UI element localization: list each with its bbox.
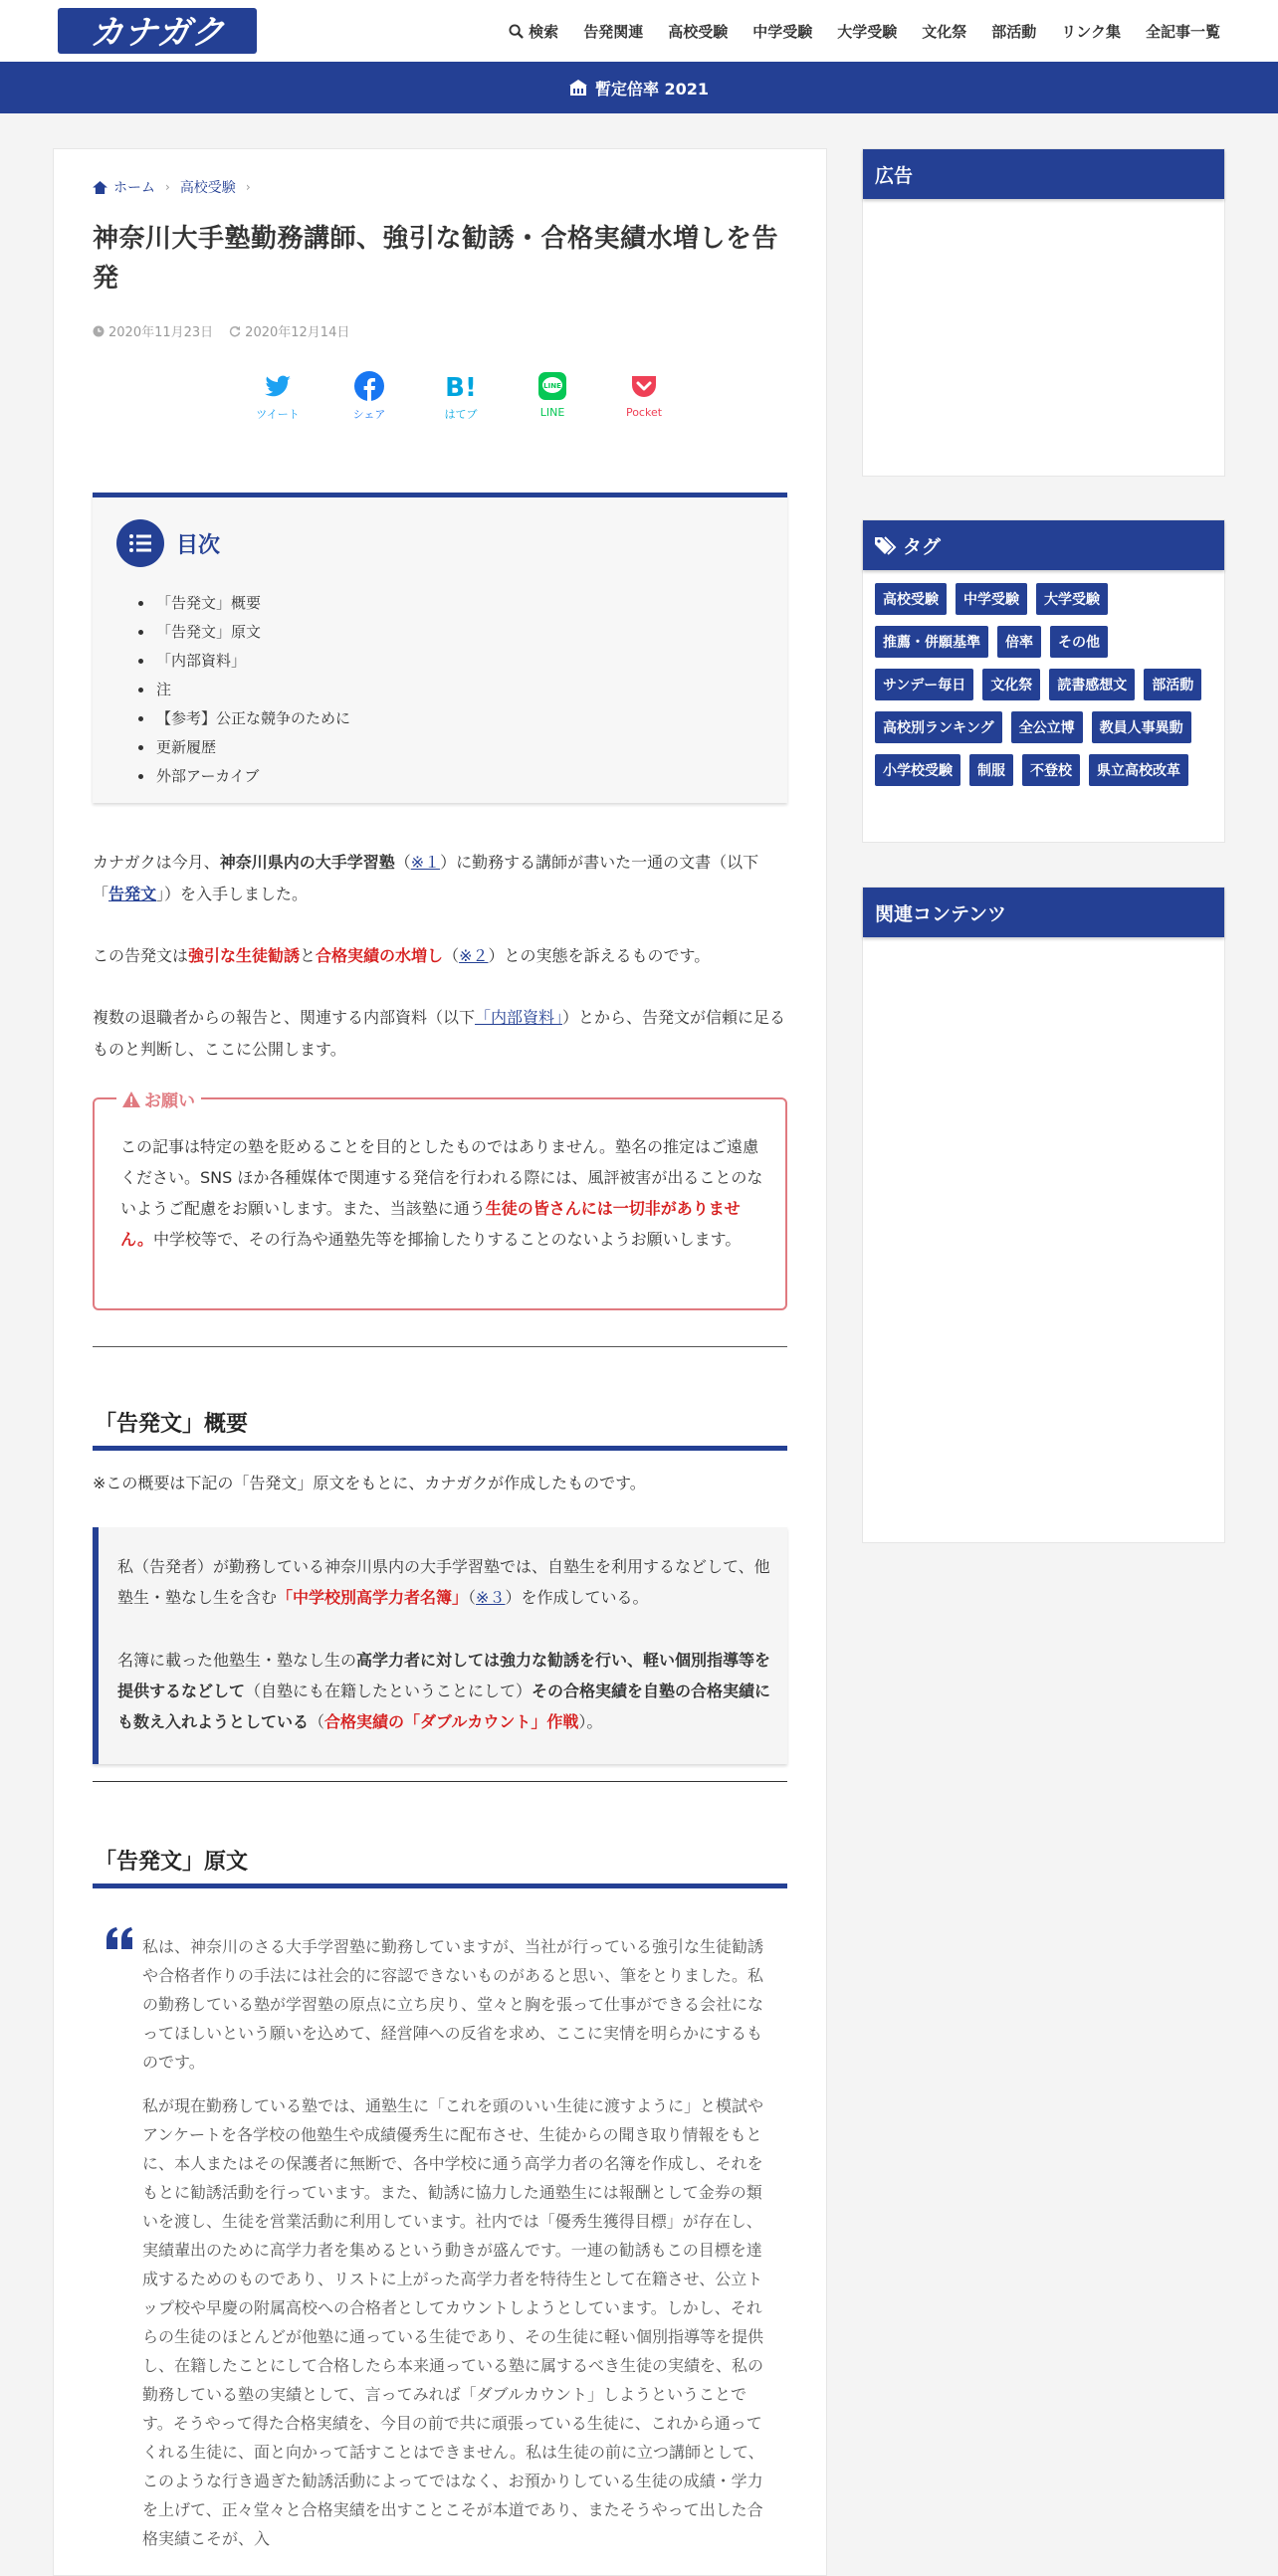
site-header bbox=[0, 0, 1278, 62]
intro-paragraph-2: この告発文は強引な生徒勧誘と合格実績の水増し（※２）との実態を訴えるものです。 bbox=[93, 946, 711, 965]
nav-club[interactable]: 部活動 bbox=[991, 22, 1037, 41]
nav-search-label: 検索 bbox=[529, 22, 559, 41]
tag-widget-title bbox=[863, 520, 1224, 570]
tag-link[interactable]: 教員人事異動 bbox=[1092, 711, 1191, 743]
refresh-icon bbox=[229, 325, 241, 337]
nav-kokuhatsu[interactable]: 告発関連 bbox=[583, 22, 644, 41]
tag-link[interactable]: 高校別ランキング bbox=[875, 711, 1002, 743]
share-facebook-label: シェア bbox=[352, 408, 386, 421]
list-icon bbox=[116, 519, 164, 567]
site-logo[interactable] bbox=[58, 6, 257, 56]
breadcrumb bbox=[93, 177, 255, 197]
tag-widget bbox=[862, 519, 1225, 843]
tag-link[interactable]: 大学受験 bbox=[1036, 583, 1108, 615]
quote-paragraph-2: 私が現在勤務している塾では、通塾生に「これを頭のいい生徒に渡すように」と模試やアンケートを各学校の他塾生や成績優秀生に配布させ、生徒からの聞き取り情報をもとに、本人またはその保護者に無断で、各中学校に通う高学力者の名簿を作成し、それをもとに勧誘活動を行っています。また、勧誘に協力した通塾生には報酬として金券の類いを渡し、生徒を営業活動に利用しています。社内では「優秀生獲得目標」が存在し、実績輩出のために高学力者を集めるという動きが盛んです。一連の勧誘もこの目標を達成するためのものであり、リストに上がった高学力者を特待生として在籍させ、公立トップ校や早慶の附属高校への合格者としてカウントしようとしています。しかし、それらの生徒のほとんどが他塾に通っている生徒であり、その生徒に軽い個別指導等を提供し、在籍したことにして合格したら本来通っている塾に属するべき生徒の実績を、私の勤務している塾の実績として、言ってみれば「ダブルカウント」しようということです。そうやって得た合格実績を、今目の前で共に頑張っている生徒に、これから通ってくれる生徒に、面と向かって話すことはできません。私は生徒の前に立つ講師として、このような行き過ぎた勧誘活動によってではなく、お預かりしている生徒の成績・学力を上げて、正々堂々と合格実績を出すことこそが本道であり、またそうやって出した合格実績こそが、入 bbox=[142, 2096, 764, 2548]
note-link-2[interactable]: ※２ bbox=[459, 946, 489, 965]
share-line-label: LINE bbox=[539, 406, 565, 419]
intro-paragraph-3: 複数の退職者からの報告と、関連する内部資料（以下「内部資料」）とから、告発文が信頼に足るものと判断し、ここに公開します。 bbox=[93, 1008, 786, 1059]
quote-paragraph-1: 私は、神奈川のさる大手学習塾に勤務していますが、当社が行っている強引な生徒勧誘や合格者作りの手法には社会的に容認できないものがあると思い、筆をとりました。私の勤務している塾が学習塾の原点に立ち戻り、堂々と胸を張って仕事ができる会社になってほしいという願いを込めて、経営陣への反省を求め、ここに実情を明らかにするものです。 bbox=[142, 1937, 764, 2072]
toc-item[interactable]: 更新履歴 bbox=[138, 733, 350, 762]
notice-text: 暫定倍率 2021 bbox=[594, 79, 710, 99]
toc-item[interactable]: 「内部資料」 bbox=[138, 647, 350, 676]
share-twitter-label: ツイート bbox=[256, 408, 300, 421]
share-facebook[interactable] bbox=[323, 370, 415, 422]
toc-item[interactable]: 【参考】公正な競争のために bbox=[138, 704, 350, 733]
tag-cloud bbox=[863, 570, 1224, 786]
section-heading-summary: 「告発文」概要 bbox=[93, 1407, 787, 1451]
internal-docs-link[interactable]: 「内部資料」 bbox=[475, 1008, 563, 1027]
share-pocket-label: Pocket bbox=[625, 406, 663, 419]
breadcrumb-home[interactable]: ホーム bbox=[113, 180, 155, 196]
nav-high-school[interactable]: 高校受験 bbox=[668, 22, 729, 41]
notice-bar[interactable] bbox=[0, 62, 1278, 113]
tag-link[interactable]: 中学受験 bbox=[956, 583, 1027, 615]
svg-text:B!: B! bbox=[445, 373, 477, 402]
toc-item[interactable]: 「告発文」原文 bbox=[138, 618, 350, 647]
quote-icon bbox=[106, 1927, 132, 1949]
toc-item[interactable]: 外部アーカイブ bbox=[138, 762, 350, 791]
summary-box bbox=[93, 1527, 787, 1764]
section-heading-original: 「告発文」原文 bbox=[93, 1845, 787, 1888]
tag-link[interactable]: 県立高校改革 bbox=[1089, 754, 1188, 786]
pocket-icon bbox=[628, 370, 660, 402]
nav-junior-high[interactable]: 中学受験 bbox=[752, 22, 813, 41]
tag-link[interactable]: 倍率 bbox=[997, 626, 1041, 658]
global-nav bbox=[509, 0, 1220, 62]
related-widget-title: 関連コンテンツ bbox=[863, 888, 1224, 937]
updated-date bbox=[229, 321, 349, 340]
tag-link[interactable]: その他 bbox=[1050, 626, 1108, 658]
related-widget bbox=[862, 887, 1225, 1543]
clock-icon bbox=[93, 325, 105, 337]
nav-search[interactable] bbox=[509, 21, 558, 42]
toc-header bbox=[116, 519, 220, 567]
request-label bbox=[116, 1087, 201, 1111]
twitter-icon bbox=[262, 370, 294, 402]
share-hatena[interactable] bbox=[415, 370, 507, 422]
post-title: 神奈川大手塾勤務講師、強引な勧誘・合格実績水増しを告発 bbox=[93, 224, 779, 294]
published-date-text: 2020年11月23日 bbox=[108, 325, 214, 340]
tags-icon bbox=[875, 535, 897, 555]
request-box bbox=[93, 1091, 787, 1310]
warning-icon bbox=[122, 1091, 140, 1107]
line-icon bbox=[536, 370, 568, 402]
tag-link[interactable]: 高校受験 bbox=[875, 583, 947, 615]
toc-item[interactable]: 「告発文」概要 bbox=[138, 589, 350, 618]
tag-link[interactable]: 制服 bbox=[969, 754, 1013, 786]
summary-paragraph-1: 私（告発者）が勤務している神奈川県内の大手学習塾では、自塾生を利用するなどして、他塾生・塾なし生を含む「中学校別高学力者名簿」（※３）を作成している。 bbox=[117, 1557, 770, 1607]
summary-note: ※この概要は下記の「告発文」原文をもとに、カナガクが作成したものです。 bbox=[93, 1474, 646, 1492]
tag-link[interactable]: 小学校受験 bbox=[875, 754, 960, 786]
building-icon bbox=[569, 80, 587, 96]
summary-paragraph-2: 名簿に載った他塾生・塾なし生の高学力者に対しては強力な勧誘を行い、軽い個別指導等を提供するなどして（自塾にも在籍したということにして）その合格実績を自塾の合格実績にも数え入れようとしている（合格実績の「ダブルカウント」作戦）。 bbox=[117, 1651, 771, 1731]
ad-widget bbox=[862, 148, 1225, 477]
tag-widget-title-text: タグ bbox=[903, 535, 942, 558]
ad-widget-title: 広告 bbox=[863, 149, 1224, 199]
table-of-contents bbox=[93, 493, 787, 803]
chevron-right-icon: › bbox=[165, 180, 170, 194]
nav-university[interactable]: 大学受験 bbox=[837, 22, 898, 41]
search-icon bbox=[509, 24, 524, 39]
toc-title: 目次 bbox=[176, 532, 221, 558]
nav-festival[interactable]: 文化祭 bbox=[922, 22, 967, 41]
tag-link[interactable]: 推薦・併願基準 bbox=[875, 626, 988, 658]
tag-link[interactable]: 文化祭 bbox=[982, 669, 1040, 700]
svg-text:カナガク: カナガク bbox=[90, 13, 225, 53]
home-icon bbox=[93, 181, 107, 194]
breadcrumb-category[interactable]: 高校受験 bbox=[179, 180, 236, 196]
tag-link[interactable]: 全公立博 bbox=[1011, 711, 1083, 743]
nav-all-posts[interactable]: 全記事一覧 bbox=[1145, 22, 1220, 41]
note-link-1[interactable]: ※１ bbox=[410, 853, 441, 872]
published-date bbox=[93, 321, 213, 340]
request-text: この記事は特定の塾を貶めることを目的としたものではありません。塾名の推定はご遠慮ください。SNS ほか各種媒体で関連する発信を行われる際には、風評被害が出ることのないようご配慮をお願いします。また、当該塾に通う生徒の皆さんには一切非がありません。中学校等で、その行為や通塾先等を揶揄したりすることのないようお願いします。 bbox=[120, 1137, 763, 1249]
doc-link[interactable]: 告発文 bbox=[108, 885, 157, 903]
toc-list bbox=[138, 589, 350, 791]
chevron-right-icon: › bbox=[245, 180, 251, 194]
article-card bbox=[53, 148, 827, 2576]
tag-link[interactable]: 部活動 bbox=[1144, 669, 1201, 700]
note-link-3[interactable]: ※３ bbox=[476, 1588, 506, 1607]
hatena-icon bbox=[445, 370, 477, 402]
share-twitter[interactable] bbox=[232, 370, 323, 422]
facebook-icon bbox=[353, 370, 385, 402]
updated-date-text: 2020年12月14日 bbox=[245, 325, 350, 340]
svg-text:LINE: LINE bbox=[543, 382, 561, 390]
nav-links[interactable]: リンク集 bbox=[1061, 22, 1121, 41]
share-line[interactable] bbox=[507, 370, 598, 422]
divider bbox=[93, 1781, 787, 1782]
intro-paragraph-1: カナガクは今月、神奈川県内の大手学習塾（※１）に勤務する講師が書いた一通の文書（以下「告発文」）を入手しました。 bbox=[93, 853, 759, 903]
divider bbox=[93, 1346, 787, 1347]
share-pocket[interactable] bbox=[598, 370, 690, 422]
share-hatena-label: はてブ bbox=[444, 408, 478, 421]
tag-link[interactable]: 不登校 bbox=[1022, 754, 1080, 786]
tag-link[interactable]: サンデー毎日 bbox=[875, 669, 973, 700]
share-buttons bbox=[232, 370, 690, 422]
tag-link[interactable]: 読書感想文 bbox=[1049, 669, 1135, 700]
toc-item[interactable]: 注 bbox=[138, 676, 350, 704]
post-meta bbox=[93, 321, 349, 340]
request-label-text: お願い bbox=[144, 1091, 195, 1111]
